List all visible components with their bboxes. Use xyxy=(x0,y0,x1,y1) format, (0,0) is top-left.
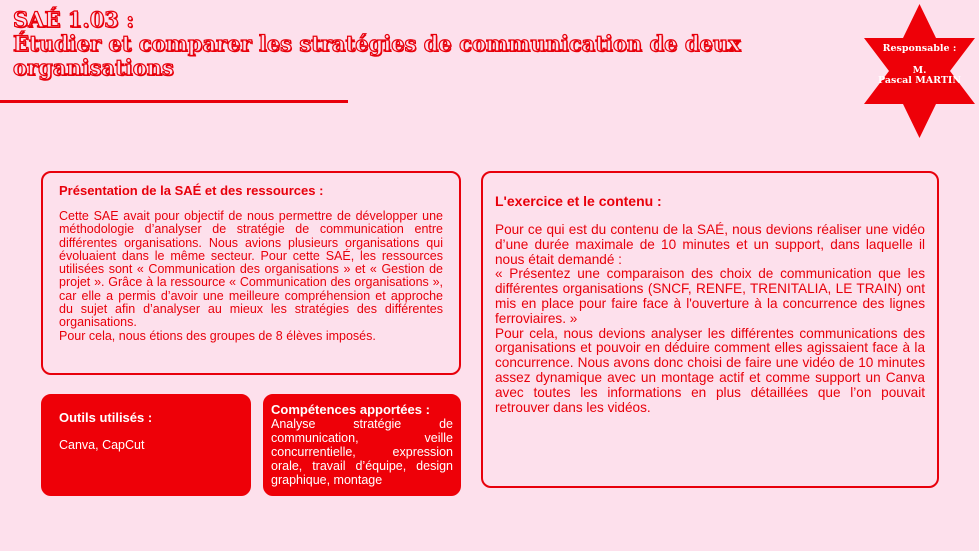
presentation-footer: Pour cela, nous étions des groupes de 8 élèves imposés. xyxy=(59,328,376,343)
exercise-heading: L'exercice et le contenu : xyxy=(495,193,662,209)
tools-body: Canva, CapCut xyxy=(59,438,145,452)
title-underline xyxy=(0,100,348,103)
presentation-heading: Présentation de la SAÉ et des ressources : xyxy=(59,183,324,198)
exercise-quote: « Présentez une comparaison des choix de communication que les différentes organisations (SNCF, RENFE, TRENITALIA, LE TRAIN) ont mis en place pour faire face à l'ouverture à la concurrence des lignes ferroviaires. » xyxy=(495,266,925,326)
tools-card xyxy=(41,394,251,496)
badge-name-line1: M. xyxy=(912,65,927,76)
badge-label: Responsable : xyxy=(882,43,957,54)
presentation-card xyxy=(41,171,461,375)
exercise-intro: Pour ce qui est du contenu de la SAÉ, nous devions réaliser une vidéo d’une durée maximale de 10 minutes et un support, dans laquelle il nous était demandé : xyxy=(495,222,925,267)
tools-heading: Outils utilisés : xyxy=(59,410,153,425)
badge-name-line2: Pascal MARTIN xyxy=(877,75,962,86)
skills-body: Analyse stratégie de communication, veille concurrentielle, expression orale, travail d’équipe, design graphique, montage xyxy=(271,417,453,487)
title-line-2: Étudier et comparer les stratégies de communication de deux organisations xyxy=(13,31,741,80)
presentation-body: Cette SAE avait pour objectif de nous permettre de développer une méthodologie d’analyser de stratégie de communication entre différentes organisations. Nous avions plusieurs organisations qui évoluaient dans le même secteur. Pour cette SAÉ, les ressources utilisées sont « Communication des organisations » et « Gestion de projet ». Grâce à la ressource « Communication des organisations », car elle a permis d’avoir une meilleure compréhension et approche du sujet afin d’analyser au mieux les stratégies des différentes organisations. xyxy=(59,209,443,330)
responsable-badge xyxy=(860,4,979,138)
exercise-card xyxy=(481,171,939,488)
page-title xyxy=(13,8,853,80)
title-line-1: SAÉ 1.03 : xyxy=(13,7,134,32)
skills-card xyxy=(263,394,461,496)
exercise-body: Pour cela, nous devions analyser les différentes communications des organisations et pouvoir en déduire comment elles agissaient face à la concurrence. Nous avons donc choisi de faire une vidéo de 10 minutes assez dynamique avec un montage actif et comme support un Canva avec toutes les informations en plus détaillées que l’on pouvait retrouver dans les vidéos. xyxy=(495,325,925,415)
skills-heading: Compétences apportées : xyxy=(271,402,430,417)
